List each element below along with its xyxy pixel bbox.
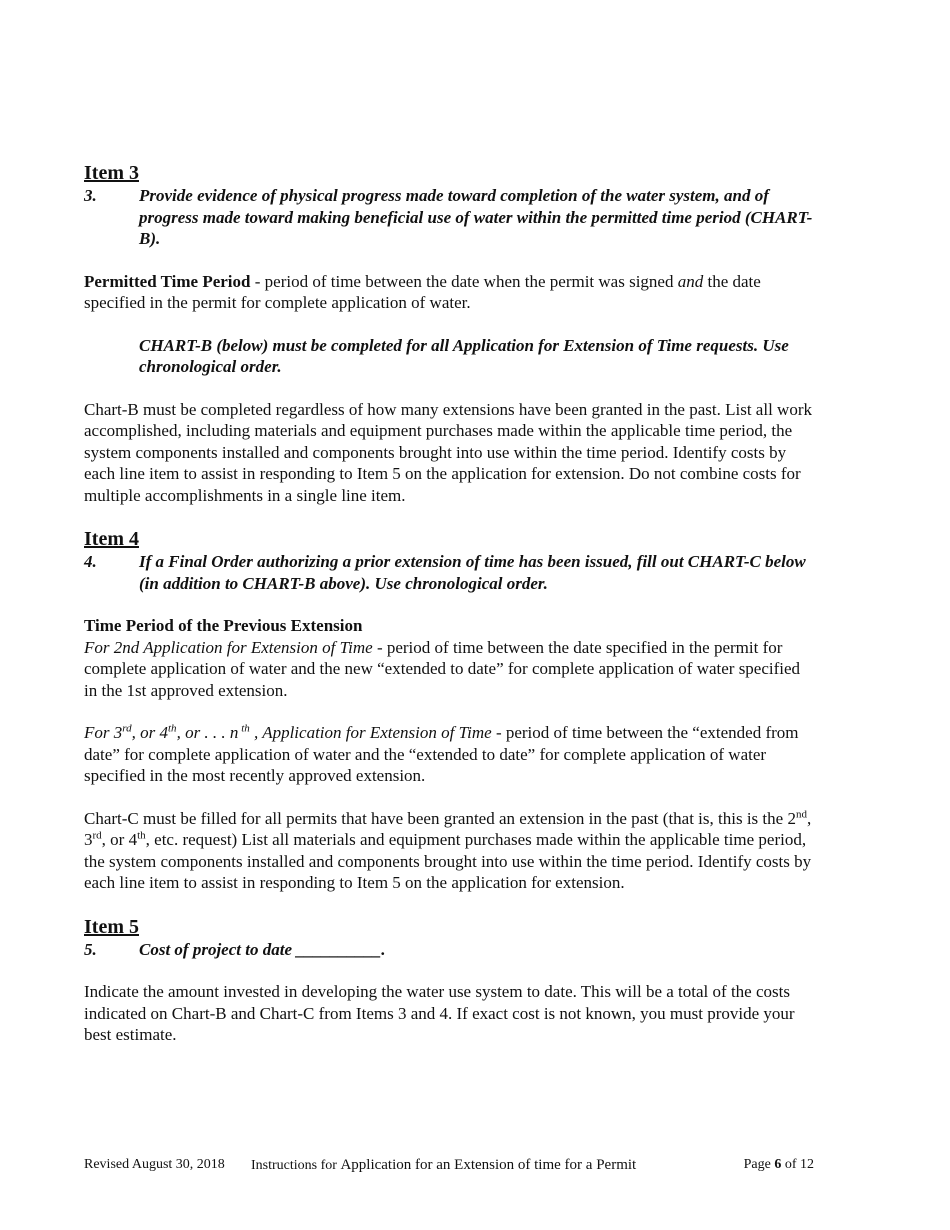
item-4-para-1 — [84, 637, 814, 702]
item-3-question-text: Provide evidence of physical progress made toward completion of the water system, and of progress made toward making beneficial use of water within the permitted time period (CHART-B). — [139, 186, 813, 248]
para-2-or4: , or 4 — [131, 723, 168, 742]
definition-text-a: - period of time between the date when the permit was signed — [250, 271, 678, 291]
item-3-body: Chart-B must be completed regardless of how many extensions have been granted in the past. List all work accomplished, including materials and equipment purchases made within the applicable time period, the system components installed and components brought into use within the time period. Identify costs by each line item to assist in responding to Item 5 on the application for extension. Do not combine costs for multiple accomplishments in a single line item. — [84, 399, 812, 505]
item-5-body: Indicate the amount invested in developing the water use system to date. This will be a total of the costs indicated on Chart-B and Chart-C from Items 3 and 4. If exact cost is not known, you must provide your best estimate. — [84, 982, 795, 1044]
sup-th-3: th — [137, 829, 146, 842]
para-2-italic — [84, 723, 492, 742]
para-2-rest: - period of time between the “extended from date” for complete application of water and the “extended to date” for complete application of water specified in the most recently approved extension. — [84, 723, 799, 785]
sup-rd: rd — [122, 722, 132, 735]
footer-instructions — [251, 1156, 694, 1175]
item-4-para-3 — [84, 808, 814, 894]
para-1-italic: For 2nd Application for Extension of Time — [84, 637, 373, 657]
footer-instructions-title: Application for an Extension of time for a Permit — [340, 1157, 637, 1173]
footer-page-total: of 12 — [781, 1157, 814, 1172]
permitted-time-period-term: Permitted Time Period — [84, 271, 251, 291]
para-2-orn: , or . . . n — [176, 723, 239, 742]
footer-revised-date: Revised August 30, 2018 — [84, 1157, 225, 1172]
document-body — [84, 161, 814, 1046]
para-1-rest: - period of time between the date specified in the permit for complete application of water and the new “extended to date” for complete application of water specified in the 1st approved extension. — [84, 637, 801, 700]
footer-page-number — [694, 1156, 814, 1175]
previous-extension-subheading: Time Period of the Previous Extension — [84, 616, 363, 635]
item-4-number: 4. — [84, 552, 97, 571]
page-footer — [84, 1156, 814, 1175]
chart-b-note: CHART-B (below) must be completed for all Application for Extension of Time requests. Use chronological order. — [139, 335, 789, 376]
item-4-question-text: If a Final Order authorizing a prior extension of time has been issued, fill out CHART-C below (in addition to CHART-B above). Use chronological order. — [139, 552, 806, 593]
item-3-question — [84, 185, 814, 250]
footer-instructions-prefix: Instructions for — [251, 1158, 341, 1173]
item-4-para-2 — [84, 722, 814, 787]
item-3-number: 3. — [84, 186, 97, 205]
permitted-time-period-definition — [84, 271, 814, 314]
footer-page-label: Page — [743, 1157, 775, 1172]
item-5-question — [84, 939, 814, 961]
item-4-question — [84, 551, 814, 594]
para-3-d: , etc. request) List all materials and equipment purchases made within the applicable time period, the system components installed and components brought into use within the time period. Identify costs by each line item to assist in responding to Item 5 on the application for extension. — [84, 830, 812, 892]
item-3-heading: Item 3 — [84, 162, 139, 184]
footer-page-current: 6 — [774, 1157, 782, 1172]
para-2-app: , Application for Extension of Time — [249, 723, 492, 742]
sup-rd-2: rd — [92, 829, 102, 842]
item-5-number: 5. — [84, 939, 97, 959]
para-3-a: Chart-C must be filled for all permits that have been granted an extension in the past (that is, this is the 2 — [84, 808, 796, 828]
definition-and: and — [677, 271, 704, 291]
para-3-b: , 3 — [84, 808, 812, 849]
item-5-heading: Item 5 — [84, 915, 139, 938]
item-5-question-text: Cost of project to date __________. — [139, 939, 386, 959]
para-2-for: For 3 — [84, 723, 123, 742]
sup-nd: nd — [795, 807, 807, 820]
para-3-c: , or 4 — [101, 830, 138, 849]
item-4-heading: Item 4 — [84, 528, 139, 550]
sup-th-2: th — [238, 722, 250, 735]
sup-th: th — [168, 722, 177, 735]
definition-text-b: the date specified in the permit for complete application of water. — [84, 271, 761, 312]
